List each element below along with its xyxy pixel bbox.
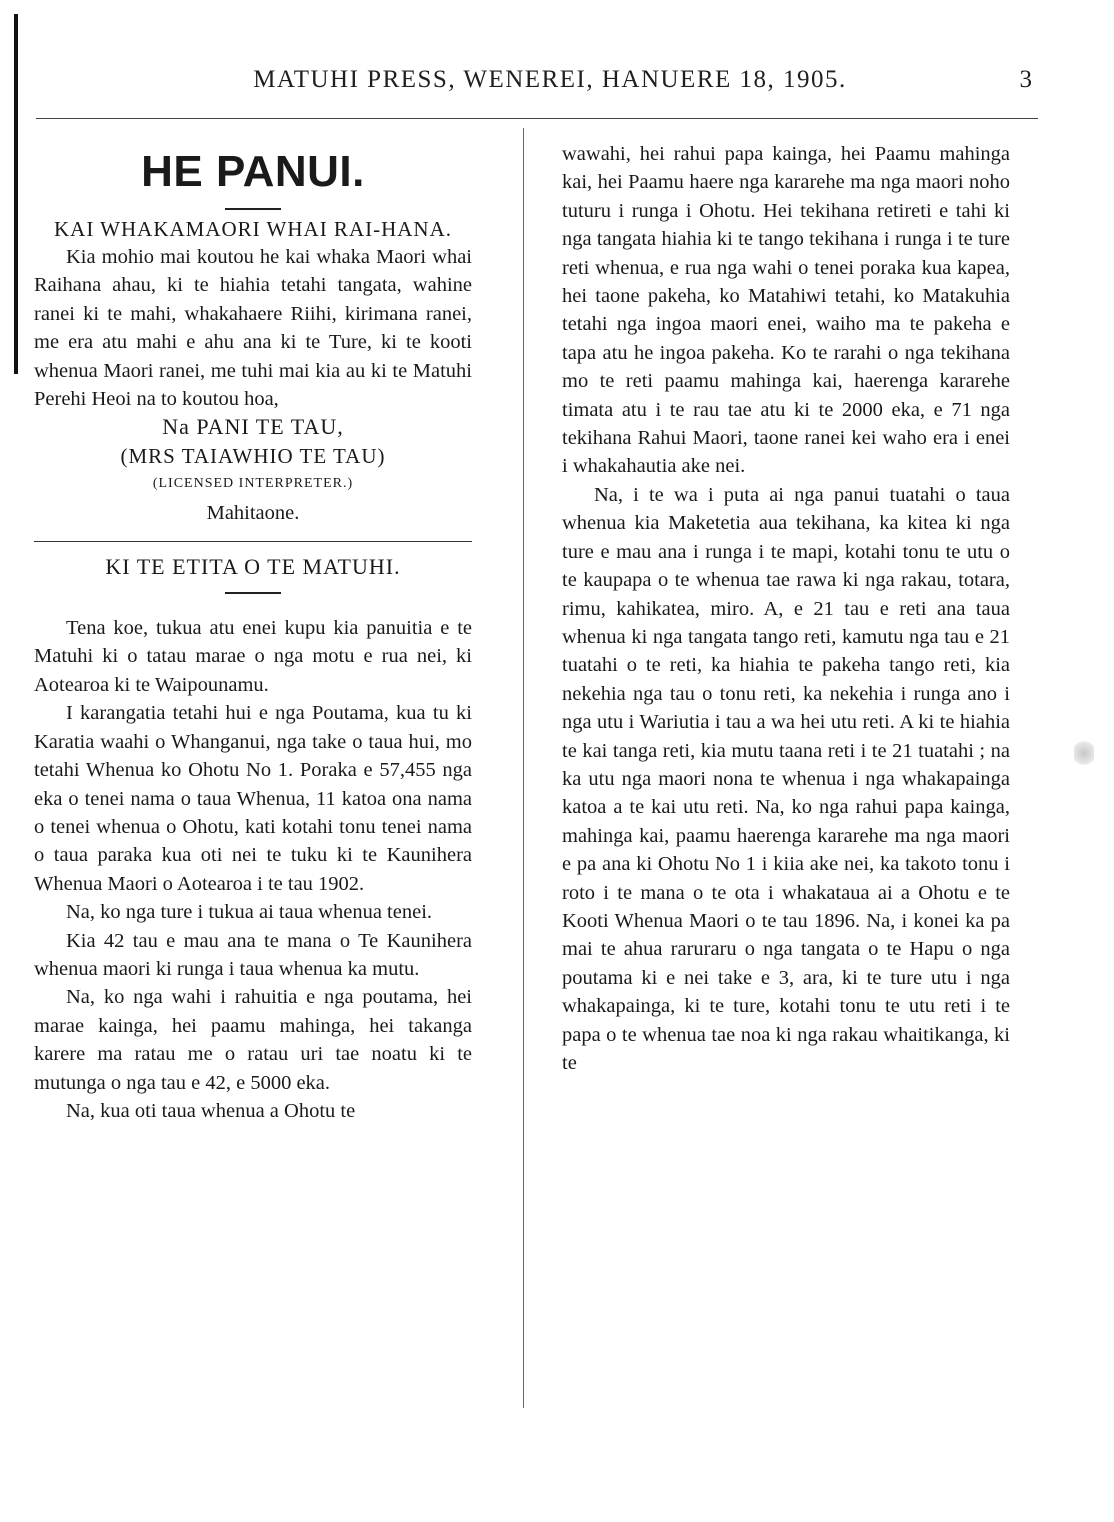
notice-section <box>34 146 472 527</box>
letter-paragraph-continued: wawahi, hei rahui papa kainga, hei Paamu mahinga kai, hei Paamu haere nga kararehe ma nga maori noho tuturu i runga i Ohotu. Hei tekihana retireti e tahi ki nga tangata hiahia ki te tango tekihana i runga i te ture reti whenua, e rua nga wahi o tenei poraka kua kapea, hei taone pakeha, ko Matahiwi tetahi, ko Matakuhia tetahi nga ingoa maori enei, waiho ma te pakeha e tapa atu he ingoa pakeha. Ko te rarahi o nga tekihana mo te reti paamu mahinga kai, haerenga kararehe timata atu i te rau tae atu ki te 2000 eka, e 71 nga tekihana Rahui Maori, taone ranei kei waho era i enei i whakahautia ake nei. <box>562 143 1010 478</box>
heading-rule <box>225 208 281 210</box>
ink-smudge <box>1074 738 1094 768</box>
left-column <box>34 140 472 1125</box>
page-edge-mark <box>14 14 18 374</box>
column-divider <box>523 128 524 1408</box>
letter-paragraph: I karangatia tetahi hui e nga Poutama, kua tu ki Karatia waahi o Whanganui, nga take o taua hui, mo tetahi Whenua ko Ohotu No 1. Poraka e 57,455 nga eka o tenei nama o taua Whenua, 11 katoa ona nama o tenei whenua o Ohotu, kati kotahi tonu tenei nama o taua paraka kua oti nei te tuku ki te Kaunihera Whenua Maori o Aotearoa i te tau 1902. <box>34 702 472 895</box>
page-header <box>30 66 1040 106</box>
page-number: 3 <box>1019 66 1032 93</box>
letter-paragraph: Na, ko nga wahi i rahuitia e nga poutama, hei marae kainga, hei paamu mahinga, hei takanga karere ma ratau me o ratau uri tae noatu ki te mutunga o nga tau e 42, e 5000 eka. <box>34 986 472 1094</box>
letter-section <box>34 552 472 1125</box>
letter-paragraph: Kia 42 tau e mau ana te mana o Te Kaunihera whenua maori ki runga i taua whenua ka mutu. <box>34 929 472 980</box>
section-rule <box>34 541 472 542</box>
header-rule <box>36 118 1038 119</box>
letter-title: KI TE ETITA O TE MATUHI. <box>105 554 401 580</box>
letter-paragraph: Na, kua oti taua whenua a Ohotu te <box>66 1099 356 1122</box>
right-column <box>562 140 1010 1077</box>
letter-paragraph: Tena koe, tukua atu enei kupu kia panuitia e te Matuhi ki o tatau marae o nga motu e rua nei, ki Aotearoa ki te Waipounamu. <box>34 617 472 696</box>
notice-body: Kia mohio mai koutou he kai whaka Maori whai Raihana ahau, ki te hiahia tetahi tangata, wahine ranei ki te mahi, whakahaere Riihi, kirimana ranei, me era atu mahi e ahu ana ki te Ture, ki te kooti whenua Maori ranei, me tuhi mai kia au ki te Matuhi Perehi Heoi na to koutou hoa, <box>34 246 472 411</box>
notice-signature-name: Na PANI TE TAU, <box>162 414 344 440</box>
letter-paragraph: Na, i te wa i puta ai nga panui tuatahi o taua whenua kia Maketetia aua tekihana, ka kitea ki nga ture e mau ana i runga i te mapi, kotahi tonu te utu o te kaupapa o te whenua tae rawa ki nga rakau, totara, rimu, kahikatea, miro. A, e 21 tau e reti ana taua whenua ki nga tangata tango reti, kamutu nga tau e 21 tuatahi o te reti, ka hiahia te pakeha tango reti, kia nekehia nga tau o tonu reti, ka nekehia i runga ano i nga utu i Wariutia i tau a wa hei utu reti. A ki te hiahia te kai tanga reti, kia mutu taana reti i te 21 tuatahi ; na ka utu nga maori nona te whenua i nga whakapainga katoa a te kai utu reti. Na, ko nga rahui papa kainga, mahinga kai, paamu haerenga kararehe ma nga maori e pa ana ki Ohotu No 1 i kiia ake nei, ka takoto tonu i roto i te mana o te ota i whakataua ai a Ohotu e te Kooti Whenua Maori o te tau 1896. Na, i konei ka pa mai te ahua raruraru o nga tangata o te Hapu o nga poutama ki e nei take e 3, ara, ki te ture utu i nga whakapainga, ki te ture, kotahi tonu te utu reti i te papa o te whenua tae noa ki nga rakau whaitikanga, ki te <box>562 483 1010 1074</box>
notice-signature-place: Mahitaone. <box>206 501 300 524</box>
notice-heading: HE PANUI. <box>141 147 365 196</box>
newspaper-masthead: MATUHI PRESS, WENEREI, HANUERE 18, 1905. <box>253 66 847 93</box>
notice-signature-mrs: (MRS TAIAWHIO TE TAU) <box>120 443 386 468</box>
notice-subheading: KAI WHAKAMAORI WHAI RAI-HANA. <box>53 217 453 241</box>
notice-signature-license: (LICENSED INTERPRETER.) <box>152 476 354 492</box>
letter-paragraph: Na, ko nga ture i tukua ai taua whenua tenei. <box>66 901 433 924</box>
title-rule <box>225 592 281 594</box>
